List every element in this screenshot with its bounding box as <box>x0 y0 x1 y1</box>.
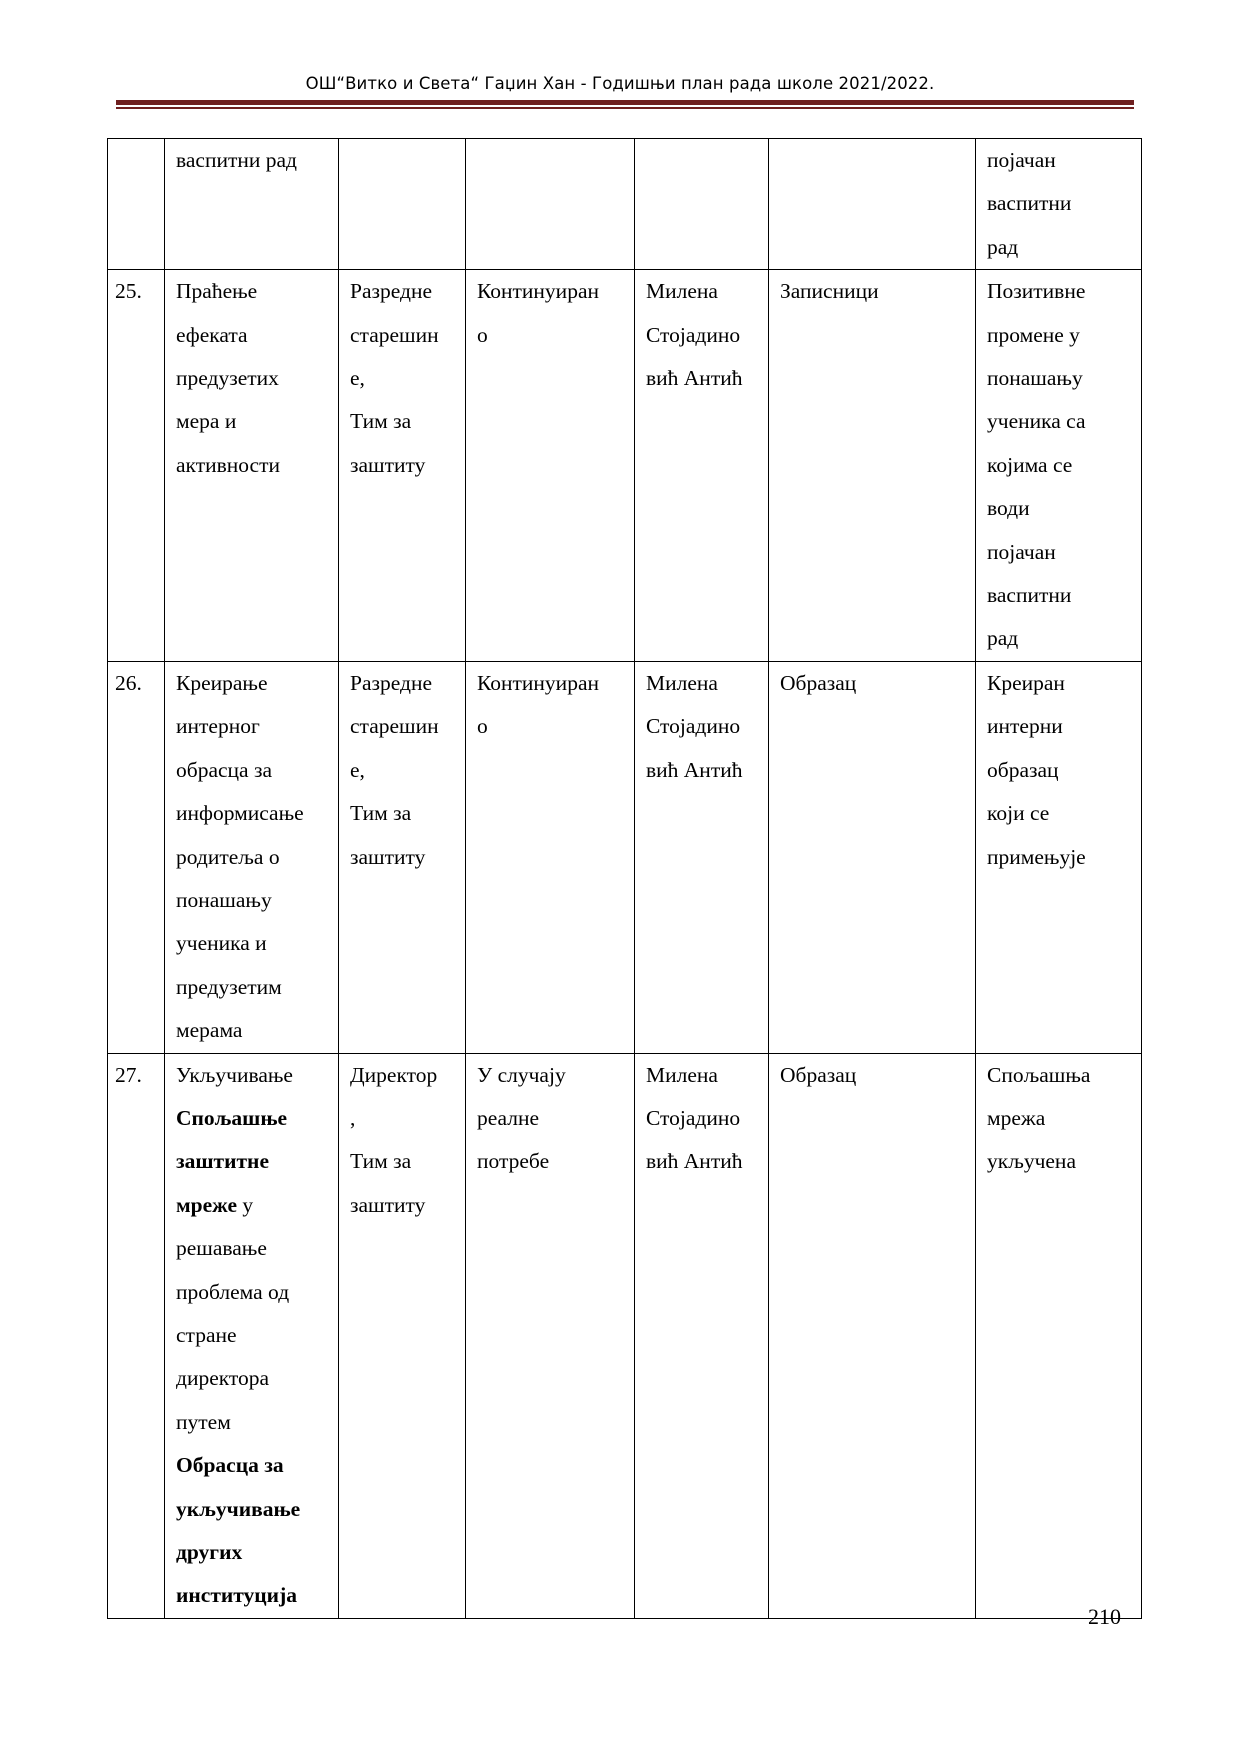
plain-text: понашању <box>176 887 272 912</box>
cell-coordinator <box>635 661 769 1053</box>
cell-line: Милена <box>646 279 718 304</box>
plan-table <box>107 138 1142 1619</box>
cell-line <box>176 1444 338 1487</box>
plain-text: директора <box>176 1366 270 1391</box>
cell-line <box>176 1531 338 1574</box>
cell-coordinator <box>635 270 769 662</box>
cell-holders <box>339 270 466 662</box>
cell-activity <box>165 1053 339 1618</box>
cell-line: реалне <box>477 1105 540 1130</box>
table-row <box>108 139 1142 270</box>
cell-line: Образац <box>780 1062 857 1087</box>
cell-line: е, <box>350 757 365 782</box>
bold-text: Спољашње <box>176 1105 288 1130</box>
cell-line: старешин <box>350 714 439 739</box>
bold-text: мреже <box>176 1192 237 1217</box>
cell-line: примењује <box>987 844 1086 869</box>
cell-line <box>176 1184 338 1227</box>
table-row <box>108 270 1142 662</box>
cell-line: У случају <box>477 1062 566 1087</box>
cell-evidence <box>769 270 976 662</box>
cell-evidence <box>769 1053 976 1618</box>
cell-line <box>176 1488 338 1531</box>
cell-line: појачан <box>987 539 1056 564</box>
cell-line <box>176 1097 338 1140</box>
plain-text: интерног <box>176 714 260 739</box>
cell-coordinator <box>635 139 769 270</box>
plain-text: мера и <box>176 409 237 434</box>
cell-line: заштиту <box>350 844 426 869</box>
cell-line <box>176 314 338 357</box>
cell-line: Стојадино <box>646 714 741 739</box>
plain-text: васпитни рад <box>176 148 297 172</box>
cell-line <box>176 1271 338 1314</box>
plain-text: Креирање <box>176 670 268 695</box>
cell-line: васпитни <box>987 583 1072 608</box>
cell-line: вић Антић <box>646 1149 743 1174</box>
cell-line: Тим за <box>350 409 412 434</box>
cell-line: о <box>477 322 488 347</box>
plain-text: стране <box>176 1322 237 1347</box>
cell-line: вић Антић <box>646 366 743 391</box>
cell-line <box>176 966 338 1009</box>
cell-line: Креиран <box>987 670 1065 695</box>
plain-text: информисање <box>176 801 304 826</box>
cell-line: ученика са <box>987 409 1086 434</box>
table-row <box>108 1053 1142 1618</box>
cell-line: Тим за <box>350 801 412 826</box>
plain-text: предузетим <box>176 974 282 999</box>
cell-line: којима се <box>987 452 1073 477</box>
cell-line: потребе <box>477 1149 550 1174</box>
cell-line: Образац <box>780 670 857 695</box>
cell-holders <box>339 1053 466 1618</box>
bold-text: Обрасца за <box>176 1453 284 1478</box>
bold-text: других <box>176 1540 243 1564</box>
plain-text: Укључивање <box>176 1062 293 1087</box>
cell-coordinator <box>635 1053 769 1618</box>
cell-line: Позитивне <box>987 279 1086 304</box>
plain-text: обрасца за <box>176 757 272 782</box>
cell-line: понашању <box>987 366 1083 391</box>
cell-line: старешин <box>350 322 439 347</box>
cell-outcome <box>976 139 1142 270</box>
cell-evidence <box>769 661 976 1053</box>
cell-line <box>176 705 338 748</box>
cell-line: рад <box>987 626 1019 651</box>
cell-line <box>176 662 338 705</box>
cell-line <box>176 792 338 835</box>
cell-line <box>176 1357 338 1400</box>
cell-time <box>466 139 635 270</box>
cell-line <box>176 1009 338 1052</box>
cell-line: е, <box>350 366 365 391</box>
cell-time <box>466 661 635 1053</box>
cell-line: Записници <box>780 279 879 304</box>
cell-outcome <box>976 270 1142 662</box>
table-row <box>108 661 1142 1053</box>
plain-text: у <box>237 1192 254 1217</box>
cell-line: Континуиран <box>477 670 599 695</box>
cell-line <box>176 1227 338 1270</box>
cell-outcome <box>976 661 1142 1053</box>
cell-line: Директор <box>350 1062 438 1087</box>
plain-text: мерама <box>176 1018 243 1043</box>
cell-holders <box>339 139 466 270</box>
cell-line: Милена <box>646 1062 718 1087</box>
cell-time <box>466 270 635 662</box>
cell-number: 26. <box>108 661 165 1053</box>
cell-number <box>108 139 165 270</box>
cell-activity <box>165 270 339 662</box>
header-rule-thin <box>116 107 1134 109</box>
cell-number: 25. <box>108 270 165 662</box>
plain-text: родитеља о <box>176 844 280 869</box>
cell-time <box>466 1053 635 1618</box>
cell-line <box>176 1140 338 1183</box>
cell-line: васпитни <box>987 191 1072 216</box>
plain-text: предузетих <box>176 366 279 391</box>
cell-outcome <box>976 1053 1142 1618</box>
cell-line: Континуиран <box>477 279 599 304</box>
cell-line: Разредне <box>350 279 432 304</box>
cell-line <box>176 879 338 922</box>
bold-text: институција <box>176 1583 297 1608</box>
cell-line <box>176 444 338 487</box>
cell-evidence <box>769 139 976 270</box>
cell-line <box>176 357 338 400</box>
plain-text: путем <box>176 1409 231 1434</box>
cell-activity <box>165 661 339 1053</box>
cell-number: 27. <box>108 1053 165 1618</box>
plain-text: ученика и <box>176 931 267 956</box>
cell-holders <box>339 661 466 1053</box>
cell-line: мрежа <box>987 1105 1046 1130</box>
plain-text: проблема од <box>176 1279 290 1304</box>
cell-line <box>176 1054 338 1097</box>
cell-line <box>176 139 338 182</box>
cell-line: укључена <box>987 1149 1076 1174</box>
page-number: 210 <box>1088 1604 1121 1629</box>
cell-line: заштиту <box>350 452 426 477</box>
cell-line: рад <box>987 234 1019 259</box>
bold-text: заштитне <box>176 1149 269 1174</box>
cell-line: води <box>987 496 1030 521</box>
cell-line <box>176 400 338 443</box>
cell-line <box>176 1574 338 1617</box>
cell-line <box>176 922 338 965</box>
cell-line: заштиту <box>350 1192 426 1217</box>
cell-line <box>176 836 338 879</box>
plain-text: ефеката <box>176 322 248 347</box>
cell-line: образац <box>987 757 1059 782</box>
cell-line: Тим за <box>350 1149 412 1174</box>
cell-line: вић Антић <box>646 757 743 782</box>
cell-line <box>176 749 338 792</box>
cell-line: промене у <box>987 322 1080 347</box>
cell-line: Стојадино <box>646 1105 741 1130</box>
page-header-title: ОШ“Витко и Света“ Гаџин Хан - Годишњи план рада школе 2021/2022. <box>305 74 935 93</box>
bold-text: укључивање <box>176 1496 301 1521</box>
cell-activity <box>165 139 339 270</box>
cell-line <box>176 270 338 313</box>
plain-text: Праћење <box>176 279 258 304</box>
plain-text: решавање <box>176 1236 267 1261</box>
cell-line: који се <box>987 801 1050 826</box>
header-rule-thick <box>116 100 1134 105</box>
cell-line: , <box>350 1105 356 1130</box>
cell-line: Милена <box>646 670 718 695</box>
cell-line <box>176 1401 338 1444</box>
cell-line: о <box>477 714 488 739</box>
plain-text: активности <box>176 452 280 477</box>
cell-line <box>176 1314 338 1357</box>
cell-line: Разредне <box>350 670 432 695</box>
cell-line: интерни <box>987 714 1063 739</box>
cell-line: Стојадино <box>646 322 741 347</box>
cell-line: појачан <box>987 148 1056 172</box>
cell-line: Спољашња <box>987 1062 1091 1087</box>
